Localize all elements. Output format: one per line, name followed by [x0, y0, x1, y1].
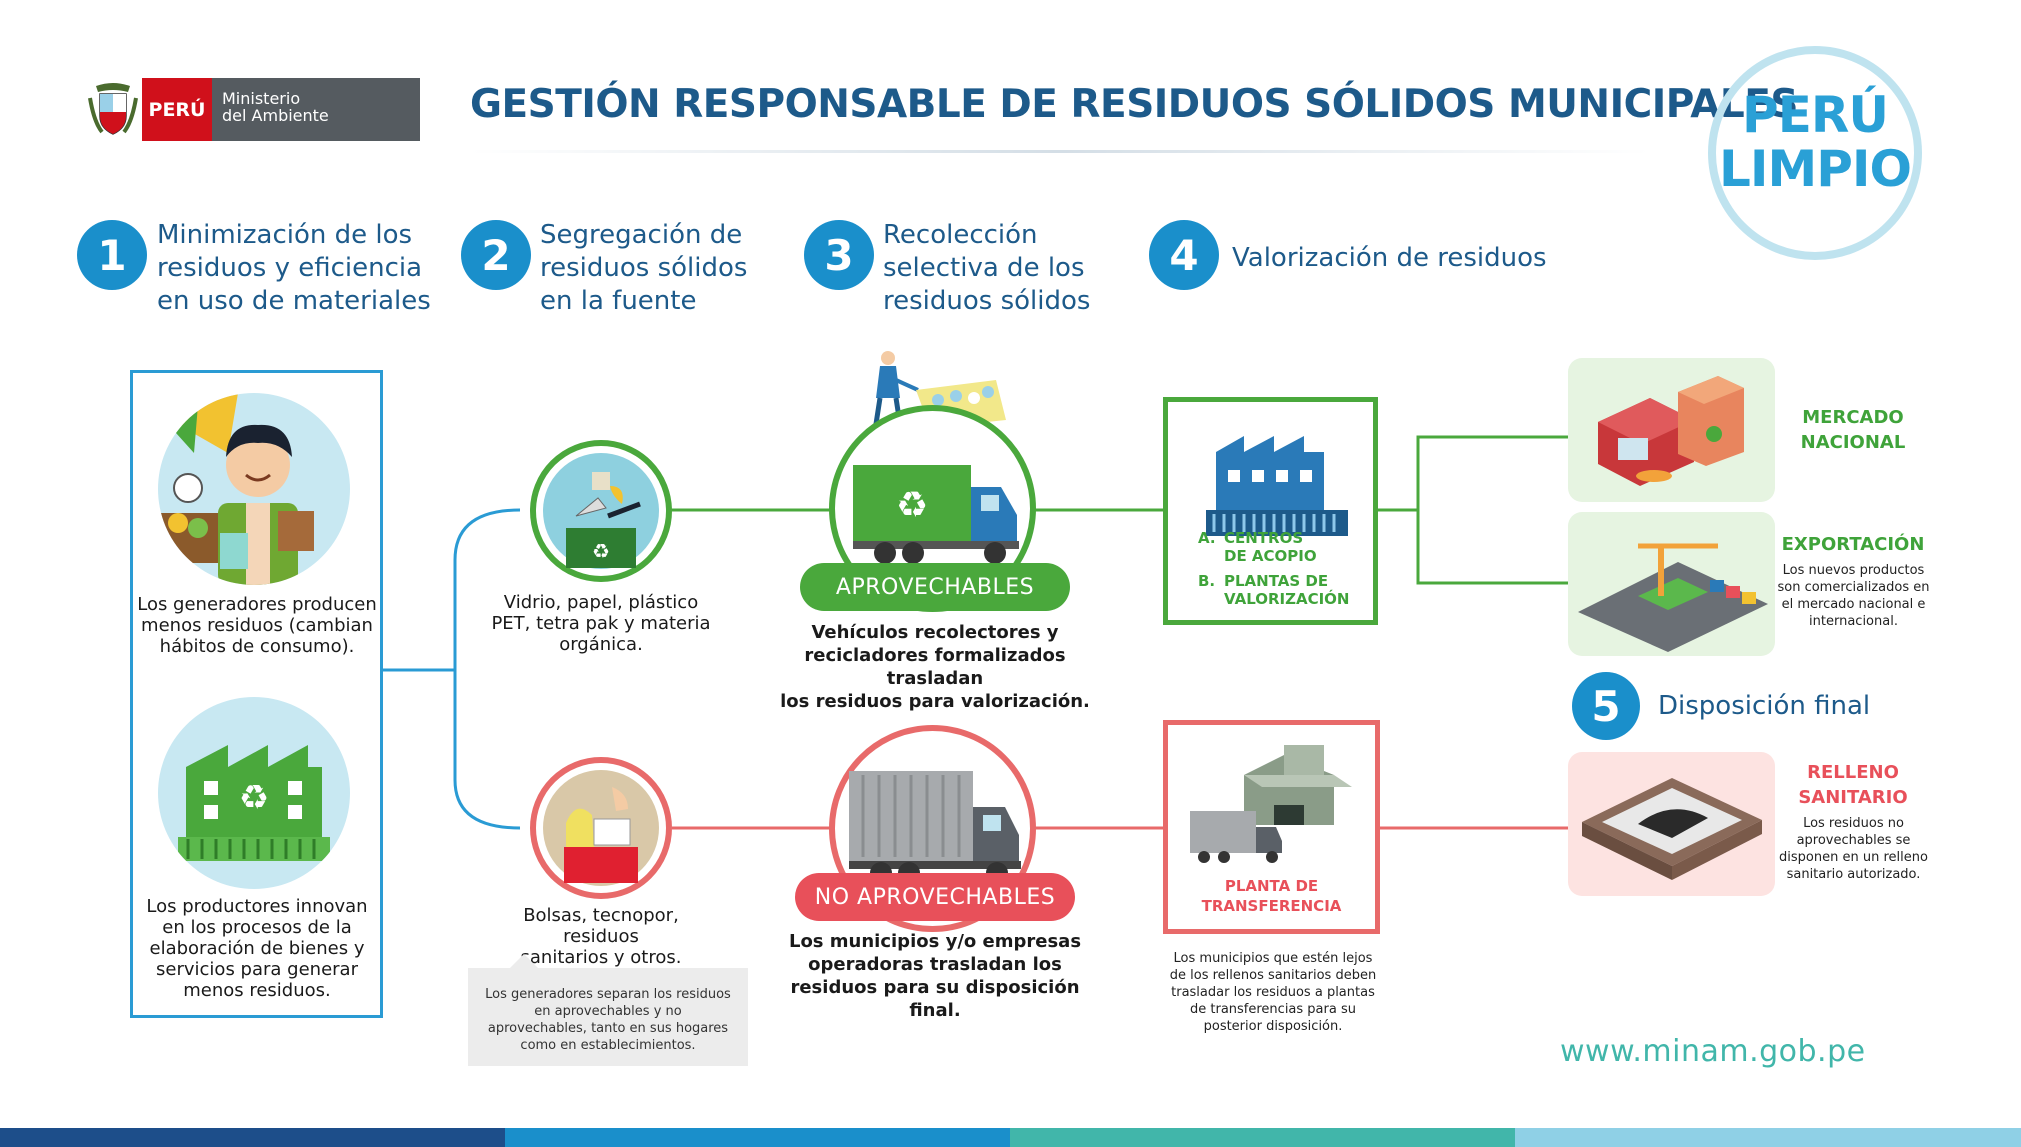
valorization-panel	[1163, 397, 1378, 625]
text-line: en los procesos de la	[162, 917, 352, 938]
non-recyclable-collection-caption	[770, 930, 1100, 1022]
generators-text	[133, 594, 381, 657]
step-label-line: residuos sólidos	[540, 253, 748, 283]
note-line: de transferencias para su	[1190, 1002, 1356, 1017]
centros-de-acopio-label	[1224, 529, 1317, 565]
footer-bar-segment	[1010, 1128, 1515, 1147]
step-label-line: selectiva de los	[883, 253, 1085, 283]
text-line: sanitarios y otros.	[520, 947, 682, 968]
text-line: Vidrio, papel, plástico	[503, 592, 699, 613]
label-line: RELLENO	[1807, 762, 1899, 783]
svg-text:♻: ♻	[238, 778, 270, 818]
step-label-line: residuos y eficiencia	[157, 253, 423, 283]
note-line: aprovechables, tanto en sus hogares	[487, 1021, 729, 1036]
text-line: servicios para generar	[156, 959, 358, 980]
step-label-line: Minimización de los	[157, 220, 413, 250]
desc-line: Los residuos no	[1803, 816, 1904, 831]
text-line: Los generadores producen	[137, 594, 377, 615]
mercado-nacional-label	[1778, 405, 1928, 455]
caption-line: los residuos para valorización.	[780, 691, 1090, 712]
label-line: MERCADO	[1802, 407, 1904, 428]
label-line: CENTROS	[1224, 529, 1304, 547]
step-label-line: residuos sólidos	[883, 286, 1091, 316]
step-label-line: Segregación de	[540, 220, 743, 250]
text-line: Los productores innovan	[146, 896, 368, 917]
landfill-icon	[1568, 752, 1775, 896]
peru-brand-label: PERÚ	[142, 78, 212, 141]
desc-line: Los nuevos productos	[1782, 563, 1925, 578]
exportacion-label: EXPORTACIÓN	[1781, 534, 1925, 555]
caption-line: recicladores formalizados trasladan	[804, 645, 1066, 689]
step-label-line: Recolección	[883, 220, 1038, 250]
aprovechables-label: APROVECHABLES	[800, 563, 1070, 611]
label-line: DE ACOPIO	[1224, 547, 1317, 565]
page-title: GESTIÓN RESPONSABLE DE RESIDUOS SÓLIDOS MUNICIPALES	[470, 82, 1798, 127]
label-line: PLANTA DE	[1224, 877, 1319, 895]
transfer-note	[1158, 950, 1388, 1035]
item-a-letter: A.	[1198, 529, 1216, 547]
transfer-plant-label	[1168, 876, 1375, 916]
producers-text	[133, 896, 381, 1001]
plantas-de-valorizacion-label	[1224, 572, 1350, 608]
step-4-label: Valorización de residuos	[1232, 243, 1547, 273]
website-link[interactable]: www.minam.gob.pe	[1560, 1034, 1866, 1069]
segregation-note	[468, 968, 748, 1066]
factory-illustration	[158, 697, 350, 889]
transfer-plant-icon	[1184, 735, 1364, 865]
svg-text:♻: ♻	[592, 539, 610, 563]
note-line: Los municipios que estén lejos	[1173, 951, 1373, 966]
item-b-letter: B.	[1198, 572, 1216, 590]
collection-center-icon	[1200, 422, 1350, 542]
note-line: trasladar los residuos a plantas	[1171, 985, 1375, 1000]
step-5-number: 5	[1572, 672, 1640, 740]
note-line: Los generadores separan los residuos	[485, 987, 731, 1002]
step-3-number: 3	[804, 220, 874, 290]
step-2-number: 2	[461, 220, 531, 290]
footer-bar-segment	[0, 1128, 505, 1147]
port-export-icon	[1568, 512, 1775, 656]
recyclable-collection-caption	[770, 621, 1100, 713]
svg-text:♻: ♻	[895, 485, 929, 526]
recyclable-materials-text	[486, 592, 716, 655]
text-line: PET, tetra pak y materia	[491, 613, 711, 634]
badge-line: PERÚ	[1742, 86, 1888, 144]
text-line: menos residuos (cambian	[141, 615, 373, 636]
ministry-line: del Ambiente	[222, 106, 329, 125]
text-line: menos residuos.	[183, 980, 331, 1001]
transfer-plant-panel	[1163, 720, 1380, 934]
label-line: TRANSFERENCIA	[1201, 897, 1342, 915]
badge-line: LIMPIO	[1719, 140, 1911, 198]
ministry-line: Ministerio	[222, 89, 301, 108]
label-line: VALORIZACIÓN	[1224, 590, 1350, 608]
desc-line: internacional.	[1809, 614, 1898, 629]
note-line: de los rellenos sanitarios deben	[1169, 968, 1377, 983]
label-line: NACIONAL	[1800, 432, 1906, 453]
desc-line: sanitario autorizado.	[1786, 867, 1921, 882]
step-4-number: 4	[1149, 220, 1219, 290]
caption-line: Los municipios y/o empresas	[788, 931, 1082, 952]
caption-line: operadoras trasladan los	[808, 954, 1062, 975]
text-line: hábitos de consumo).	[159, 636, 355, 657]
desc-line: disponen en un relleno	[1779, 850, 1928, 865]
note-line: en aprovechables y no	[534, 1004, 682, 1019]
mercado-nacional-card	[1568, 358, 1775, 502]
note-line: posterior disposición.	[1203, 1019, 1343, 1034]
recyclable-bin-icon	[530, 440, 672, 582]
exportacion-card	[1568, 512, 1775, 656]
label-line: PLANTAS DE	[1224, 572, 1329, 590]
label-line: SANITARIO	[1798, 787, 1908, 808]
non-recyclable-bin-icon	[530, 757, 672, 899]
text-line: orgánica.	[559, 634, 643, 655]
caption-line: Vehículos recolectores y	[811, 622, 1059, 643]
footer-bar-segment	[1515, 1128, 2021, 1147]
desc-line: el mercado nacional e	[1781, 597, 1926, 612]
desc-line: son comercializados en	[1777, 580, 1930, 595]
step-label-line: en uso de materiales	[157, 286, 431, 316]
market-store-icon	[1568, 358, 1775, 502]
text-line: elaboración de bienes y	[149, 938, 365, 959]
relleno-sanitario-label	[1778, 760, 1928, 810]
no-aprovechables-label: NO APROVECHABLES	[795, 873, 1075, 921]
text-line: Bolsas, tecnopor, residuos	[523, 905, 679, 947]
relleno-sanitario-description	[1776, 815, 1931, 883]
step-1-number: 1	[77, 220, 147, 290]
step-5-label: Disposición final	[1658, 691, 1871, 721]
note-line: como en establecimientos.	[520, 1038, 696, 1053]
desc-line: aprovechables se	[1796, 833, 1911, 848]
relleno-sanitario-card	[1568, 752, 1775, 896]
step-label-line: en la fuente	[540, 286, 697, 316]
caption-line: residuos para su disposición final.	[790, 977, 1080, 1021]
consumer-illustration	[158, 393, 350, 585]
exportacion-description	[1776, 562, 1931, 630]
footer-bar-segment	[505, 1128, 1010, 1147]
